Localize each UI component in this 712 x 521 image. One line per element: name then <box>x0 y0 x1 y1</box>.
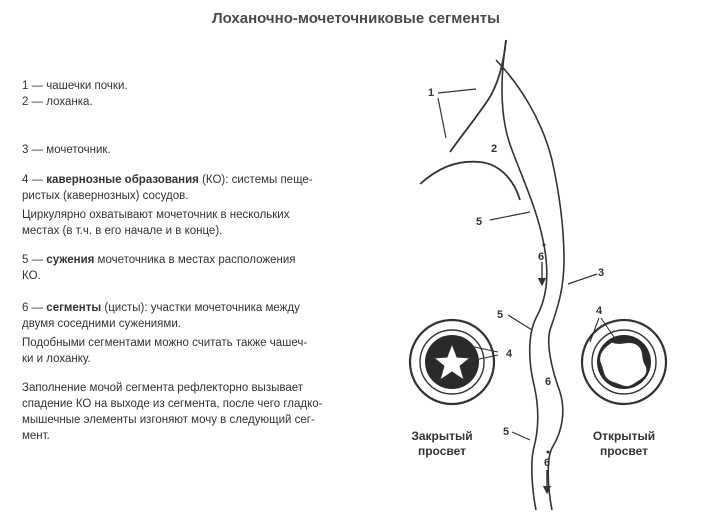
label-5-mid: 5 <box>497 309 504 321</box>
calyx-lower-outline <box>420 162 520 200</box>
leader-3 <box>568 274 597 284</box>
leader-1a <box>438 89 476 93</box>
note-4-rest: (КО): системы пеще- <box>198 174 313 186</box>
note-4-prefix: 4 — <box>22 174 47 186</box>
flow-dot-top <box>543 244 546 247</box>
note-5-rest: мочеточника в местах расположения <box>94 254 296 266</box>
note-5-prefix: 5 — <box>22 254 47 266</box>
label-3: 3 <box>598 267 605 279</box>
note-4-term: кавернозные образования <box>46 174 199 186</box>
label-6-mid: 6 <box>545 376 552 388</box>
note-6-line-2: двумя соседними сужениями. <box>22 318 181 330</box>
note-2-text: 2 — лоханка. <box>22 96 93 108</box>
note-4-line-2: ристых (кавернозных) сосудов. <box>22 190 189 202</box>
note-6-rest: (цисты): участки мочеточника между <box>101 302 300 314</box>
calyx-upper-outline <box>450 40 506 152</box>
label-5-bottom: 5 <box>503 426 510 438</box>
leader-1b <box>438 98 446 138</box>
label-4-left: 4 <box>506 348 513 360</box>
flow-dot-bottom <box>547 451 550 454</box>
label-5-top: 5 <box>476 216 483 228</box>
label-4-right: 4 <box>596 305 603 317</box>
note-5-term: сужения <box>46 254 95 266</box>
leader-5-mid <box>508 315 532 330</box>
note-4-extra-1: Циркулярно охватывают мочеточник в нескольких <box>22 209 290 221</box>
note-6-term: сегменты <box>46 302 102 314</box>
leader-5-bottom <box>512 432 530 440</box>
closed-caption-line-1: Закрытый <box>411 429 473 443</box>
label-1: 1 <box>428 87 435 99</box>
note-final-1: Заполнение мочой сегмента рефлекторно вызывает <box>22 382 304 394</box>
note-6-extra-1: Подобными сегментами можно считать также чашеч- <box>22 337 308 349</box>
note-1-text: 1 — чашечки почки. <box>22 80 128 92</box>
leader-5-top <box>490 212 530 220</box>
note-6-prefix: 6 — <box>22 302 47 314</box>
note-final-2: спадение КО на выходе из сегмента, после чего гладко- <box>22 398 323 410</box>
note-6-extra-2: ки и лоханку. <box>22 353 91 365</box>
label-2: 2 <box>491 143 498 155</box>
page-title: Лоханочно-мочеточниковые сегменты <box>212 10 500 27</box>
ureter-left-wall <box>502 40 547 510</box>
note-5-line-2: КО. <box>22 270 41 282</box>
label-6-bottom: 6 <box>544 457 551 469</box>
closed-caption-line-2: просвет <box>417 444 467 458</box>
open-caption-line-1: Открытый <box>592 429 656 443</box>
note-final-3: мышечные элементы изгоняют мочу в следующий сег- <box>22 414 315 426</box>
note-4-extra-2: местах (в т.ч. в его начале и в конце). <box>22 225 223 237</box>
note-final-4: мент. <box>22 430 50 442</box>
label-6-top: 6 <box>538 251 545 263</box>
note-3-text: 3 — мочеточник. <box>22 144 111 156</box>
open-caption-line-2: просвет <box>599 444 649 458</box>
